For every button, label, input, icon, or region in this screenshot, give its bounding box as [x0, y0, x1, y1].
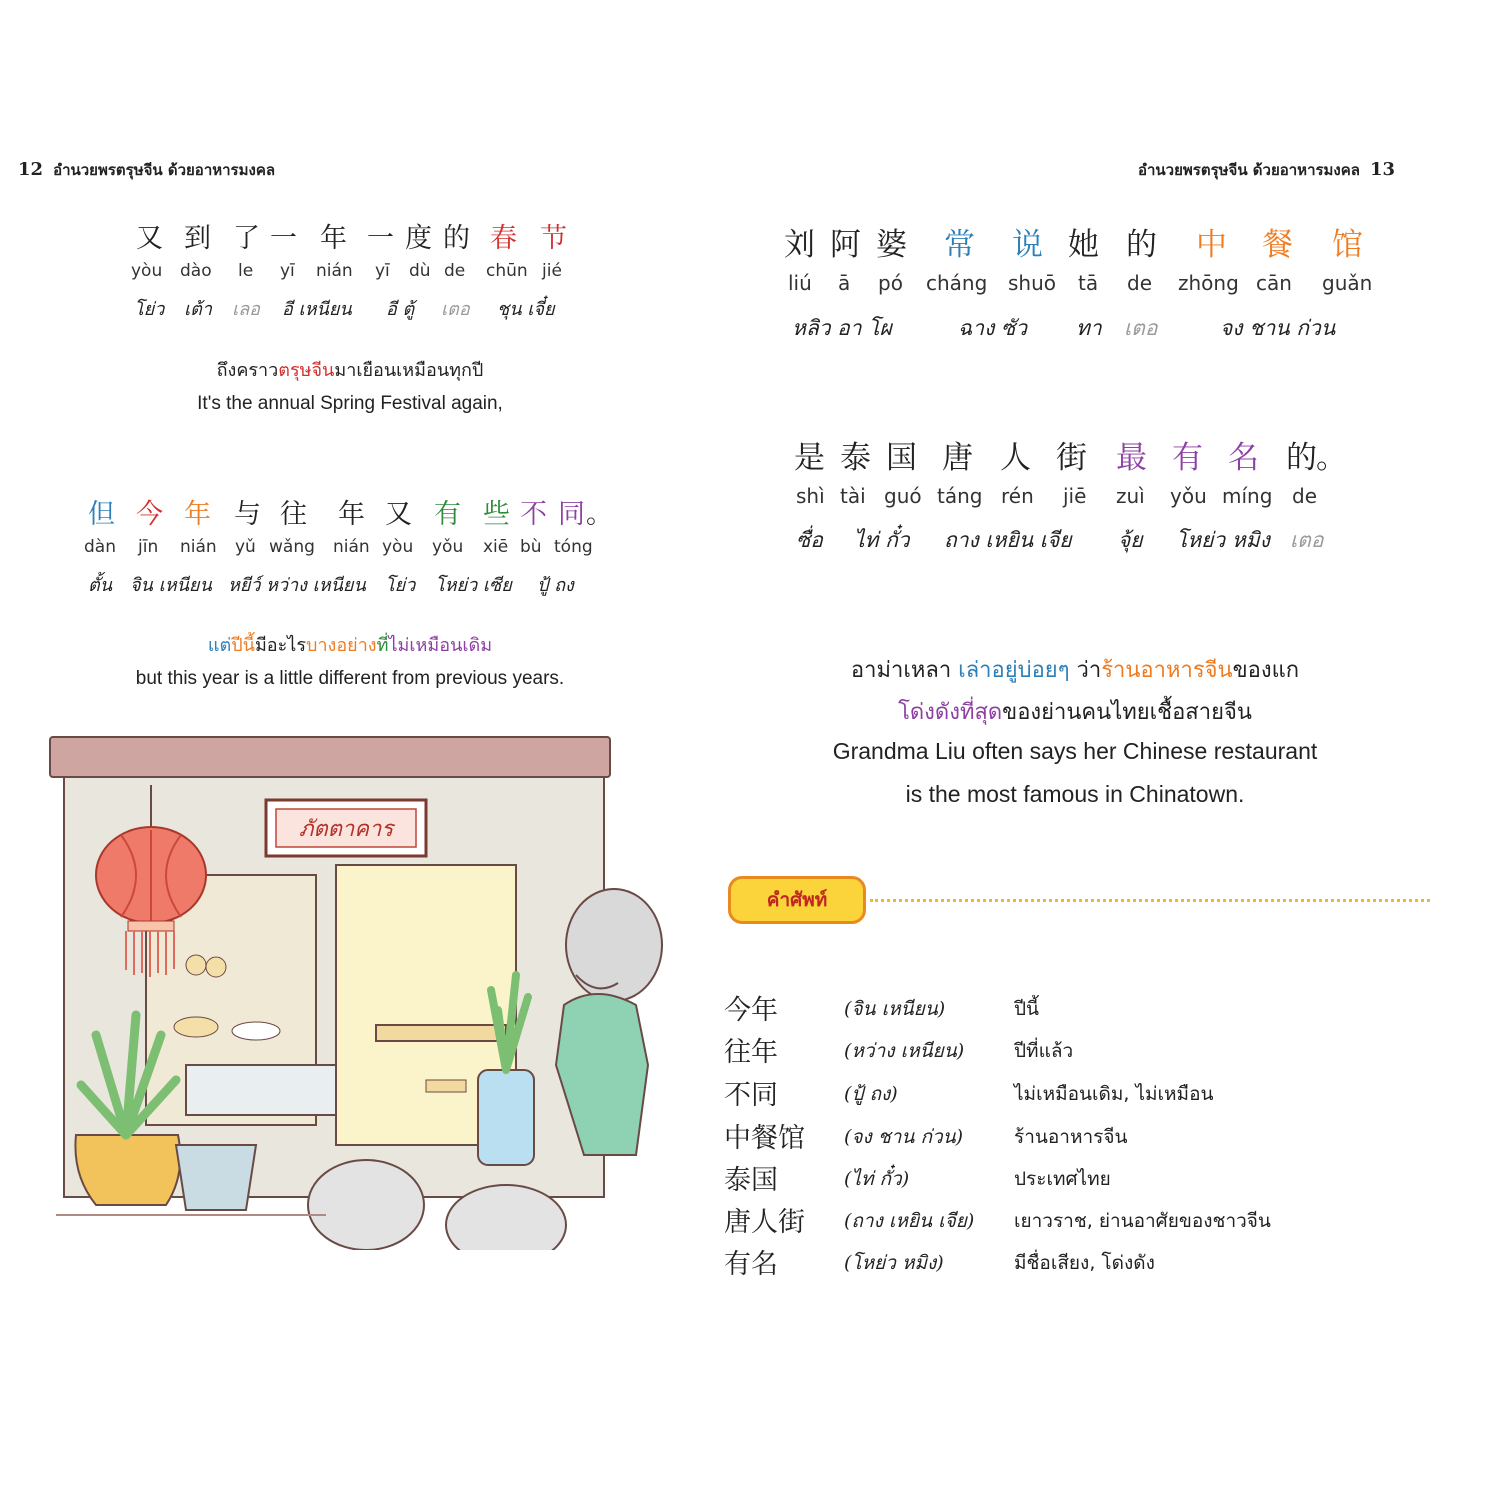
thai-reading: เต้า	[184, 299, 212, 320]
pinyin: nián	[333, 537, 370, 557]
hanzi-char: 一	[367, 223, 394, 254]
vocab-row	[724, 1200, 1424, 1242]
pinyin: yī	[280, 261, 295, 281]
hanzi-char-highlight: 有	[1172, 440, 1203, 476]
hanzi-char-highlight: 年	[184, 499, 211, 530]
pinyin: shì	[796, 484, 825, 508]
thai-reading: เตอ	[441, 299, 470, 320]
thai-text: อาม่าเหลา	[850, 658, 959, 683]
vocab-hanzi: 往年	[724, 1037, 778, 1068]
hanzi-char: 阿	[830, 227, 861, 263]
right-english-line-2: is the most famous in Chinatown.	[905, 781, 1245, 807]
vocab-row	[724, 1073, 1424, 1115]
pinyin: ā	[838, 271, 851, 295]
hanzi-char: 的	[1126, 227, 1157, 263]
thai-reading: โหย่ว เซีย	[435, 575, 512, 596]
vocab-row	[724, 1158, 1424, 1200]
vocab-meaning: เยาวราช, ย่านอาศัยของชาวจีน	[1014, 1210, 1271, 1232]
hanzi-char: 泰	[840, 440, 871, 476]
hanzi-char-highlight: 不	[520, 499, 547, 530]
pinyin: yī	[375, 261, 390, 281]
thai-reading: จุ้ย	[1118, 528, 1143, 552]
right-thai-translation-line-2	[760, 694, 1390, 729]
thai-text-highlight: เล่าอยู่บ่อยๆ	[958, 658, 1070, 683]
thai-reading: ชุน เจี๋ย	[497, 299, 555, 320]
dotted-divider	[870, 899, 1430, 902]
thai-reading: โหย่ว หมิง	[1176, 528, 1270, 552]
hanzi-char-highlight: 今	[136, 499, 163, 530]
thai-text: ของย่านคนไทยเชื้อสายจีน	[1002, 700, 1252, 725]
pinyin: tài	[840, 484, 866, 508]
hanzi-char: 国	[886, 440, 917, 476]
pinyin: shuō	[1008, 271, 1057, 295]
pinyin: tā	[1078, 271, 1099, 295]
thai-reading: อี เหนียน	[282, 299, 352, 320]
pinyin: liú	[788, 271, 812, 295]
thai-reading: จิน เหนียน	[130, 575, 212, 596]
pinyin: jiē	[1063, 484, 1087, 508]
thai-reading: หยีว์	[228, 575, 261, 596]
thai-reading: อี ตู้	[386, 299, 415, 320]
thai-text: ถึงคราว	[216, 360, 279, 381]
vocab-reading: (จง ชาน ก่วน)	[844, 1126, 964, 1148]
thai-reading: เลอ	[232, 299, 260, 320]
pinyin: de	[1292, 484, 1317, 508]
pinyin: yòu	[131, 261, 163, 281]
thai-text-highlight: ที่	[376, 635, 389, 656]
vocabulary-badge	[728, 876, 866, 924]
vocab-reading: (จิน เหนียน)	[844, 998, 946, 1020]
hanzi-char: 了	[233, 223, 260, 254]
thai-reading: หลิว อา โผ	[792, 316, 892, 340]
pinyin: jié	[542, 261, 562, 281]
vocab-meaning: ปีที่แล้ว	[1014, 1040, 1074, 1062]
hanzi-char-highlight: 春	[490, 223, 517, 254]
vocab-meaning: ประเทศไทย	[1014, 1168, 1111, 1190]
pinyin: de	[1127, 271, 1152, 295]
hanzi-char: 的	[443, 223, 470, 254]
left-page-number: 12	[18, 159, 44, 180]
thai-text-highlight: โด่งดังที่สุด	[898, 700, 1003, 725]
pinyin: dào	[180, 261, 212, 281]
pinyin: cān	[1256, 271, 1292, 295]
pinyin: le	[238, 261, 254, 281]
pinyin: wǎng	[269, 537, 315, 557]
pinyin: míng	[1222, 484, 1273, 508]
thai-text-highlight: ไม่เหมือนเดิม	[388, 635, 493, 656]
hanzi-char: 年	[338, 499, 365, 530]
vocab-row	[724, 1242, 1424, 1284]
thai-reading: เตอ	[1124, 316, 1158, 340]
sentence-1-english: It's the annual Spring Festival again,	[197, 393, 503, 414]
pinyin: tóng	[554, 537, 593, 557]
vocab-reading: (ถาง เหยิน เจีย)	[844, 1210, 975, 1232]
restaurant-illustration-svg	[36, 735, 666, 1250]
thai-reading: โย่ว	[134, 299, 165, 320]
hanzi-char: 她	[1068, 227, 1099, 263]
pinyin: zuì	[1116, 484, 1145, 508]
thai-reading: เตอ	[1290, 528, 1324, 552]
pinyin: rén	[1001, 484, 1034, 508]
restaurant-illustration	[36, 735, 666, 1250]
hanzi-char: 人	[1000, 440, 1031, 476]
vocab-hanzi: 不同	[724, 1080, 778, 1111]
hanzi-char: 唐	[942, 440, 973, 476]
hanzi-char-highlight: 餐	[1262, 227, 1293, 263]
vocab-reading: (ปู้ ถง)	[844, 1083, 898, 1105]
thai-text: ของแก	[1232, 658, 1300, 683]
thai-reading: ทา	[1076, 316, 1102, 340]
hanzi-char-highlight: 说	[1012, 227, 1043, 263]
pinyin: de	[444, 261, 466, 281]
hanzi-char: 度	[405, 223, 432, 254]
vocab-meaning: มีชื่อเสียง, โด่งดัง	[1014, 1252, 1155, 1274]
pinyin: yòu	[382, 537, 414, 557]
hanzi-punctuation: 。	[586, 499, 613, 530]
thai-text-highlight: แต่	[207, 635, 232, 656]
right-thai-translation-line-1	[760, 652, 1390, 687]
hanzi-char: 又	[136, 223, 163, 254]
hanzi-char: 刘	[784, 227, 815, 263]
pinyin: nián	[180, 537, 217, 557]
pinyin: cháng	[926, 271, 988, 295]
restaurant-sign-text: ภัตตาคาร	[298, 817, 394, 842]
left-running-title: อำนวยพรตรุษจีน ด้วยอาหารมงคล	[53, 161, 276, 179]
thai-reading: ตั้น	[88, 575, 112, 596]
thai-text: มีอะไร	[254, 635, 307, 656]
right-page-header	[1138, 158, 1405, 182]
pinyin: yǒu	[432, 537, 464, 557]
vocab-hanzi: 中餐馆	[724, 1123, 805, 1154]
thai-text-highlight: ร้านอาหารจีน	[1101, 658, 1233, 683]
right-running-title: อำนวยพรตรุษจีน ด้วยอาหารมงคล	[1138, 161, 1360, 179]
pinyin: pó	[878, 271, 903, 295]
thai-reading: ซื่อ	[796, 528, 823, 552]
vocab-hanzi: 今年	[724, 995, 778, 1026]
left-page-header	[18, 158, 275, 182]
hanzi-char-highlight: 有	[434, 499, 461, 530]
hanzi-char: 与	[234, 499, 261, 530]
hanzi-char-highlight: 节	[540, 223, 567, 254]
hanzi-char: 街	[1056, 440, 1087, 476]
vocab-reading: (ไท่ กั๋ว)	[844, 1168, 910, 1190]
hanzi-char-highlight: 馆	[1332, 227, 1363, 263]
thai-reading: จง ชาน ก่วน	[1220, 316, 1336, 340]
hanzi-char: 年	[320, 223, 347, 254]
vocab-hanzi: 唐人街	[724, 1207, 805, 1238]
pinyin: jīn	[138, 537, 159, 557]
sentence-2-english: but this year is a little different from previous years.	[135, 668, 565, 689]
vocab-reading: (โหย่ว หมิง)	[844, 1252, 944, 1274]
thai-reading: โย่ว	[385, 575, 416, 596]
hanzi-char-highlight: 些	[483, 499, 510, 530]
hanzi-char-highlight: 同	[558, 499, 585, 530]
thai-text-highlight: บางอย่าง	[306, 635, 377, 656]
thai-reading: ฉาง ซัว	[958, 316, 1028, 340]
pinyin: guǎn	[1322, 271, 1373, 295]
hanzi-char-highlight: 名	[1228, 440, 1259, 476]
thai-reading: ถาง เหยิน เจีย	[944, 528, 1072, 552]
pinyin: nián	[316, 261, 353, 281]
pinyin: yǒu	[1170, 484, 1207, 508]
vocab-hanzi: 泰国	[724, 1165, 778, 1196]
hanzi-char: 又	[385, 499, 412, 530]
hanzi-char: 的	[1286, 440, 1317, 476]
vocabulary-label: คำศัพท์	[766, 889, 828, 911]
hanzi-char-highlight: 但	[88, 499, 115, 530]
pinyin: chūn	[486, 261, 528, 281]
hanzi-char: 婆	[876, 227, 907, 263]
thai-text: มาเยือนเหมือนทุกปี	[334, 360, 484, 381]
hanzi-char: 到	[184, 223, 211, 254]
sentence-1-thai-translation	[100, 355, 600, 384]
sentence-2-thai-translation	[100, 630, 600, 659]
thai-text: ว่า	[1069, 658, 1102, 683]
hanzi-char-highlight: 中	[1196, 227, 1227, 263]
vocab-row	[724, 1030, 1424, 1072]
hanzi-punctuation: 。	[1316, 440, 1347, 476]
vocab-row	[724, 988, 1424, 1030]
pinyin: dù	[409, 261, 431, 281]
right-page-number: 13	[1369, 159, 1396, 180]
thai-text-highlight: ตรุษจีน	[278, 360, 335, 381]
pinyin: bù	[520, 537, 542, 557]
right-english-line-1: Grandma Liu often says her Chinese restaurant	[832, 738, 1318, 764]
pinyin: xiē	[483, 537, 509, 557]
hanzi-char: 一	[270, 223, 297, 254]
vocab-meaning: ร้านอาหารจีน	[1014, 1126, 1128, 1148]
pinyin: yǔ	[235, 537, 256, 557]
thai-reading: หว่าง เหนียน	[266, 575, 366, 596]
thai-reading: ไท่ กั๋ว	[854, 528, 910, 552]
pinyin: zhōng	[1178, 271, 1239, 295]
hanzi-char: 是	[794, 440, 825, 476]
vocab-meaning: ปีนี้	[1014, 998, 1040, 1020]
vocab-row	[724, 1116, 1424, 1158]
vocab-reading: (หว่าง เหนียน)	[844, 1040, 965, 1062]
pinyin: táng	[937, 484, 983, 508]
vocab-meaning: ไม่เหมือนเดิม, ไม่เหมือน	[1014, 1083, 1214, 1105]
hanzi-char-highlight: 最	[1116, 440, 1147, 476]
vocab-hanzi: 有名	[724, 1249, 778, 1280]
hanzi-char: 往	[280, 499, 307, 530]
hanzi-char-highlight: 常	[944, 227, 975, 263]
thai-reading: ปู้ ถง	[537, 575, 574, 596]
pinyin: guó	[884, 484, 922, 508]
thai-text-highlight: ปีนี้	[231, 635, 255, 656]
pinyin: dàn	[84, 537, 116, 557]
